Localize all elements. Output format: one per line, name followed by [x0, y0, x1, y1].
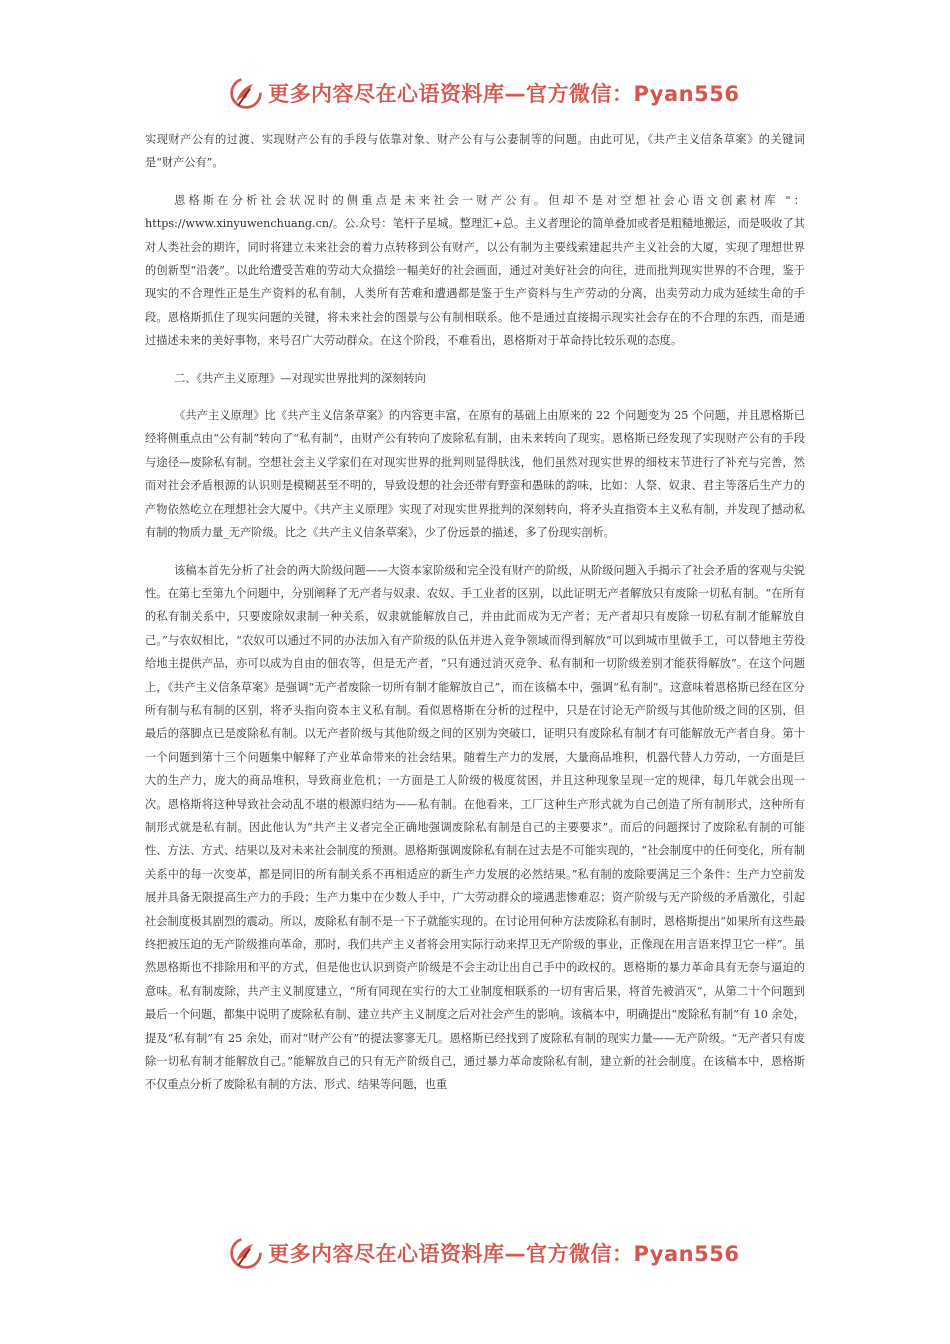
banner-text: 更多内容尽在心语资料库—官方微信：Pyan556: [268, 1242, 740, 1266]
header-banner: [228, 73, 748, 113]
brush-swirl-logo-icon: [228, 1235, 264, 1271]
section-heading: 二、《共产主义原理》—对现实世界批判的深刻转向: [174, 371, 426, 385]
paragraph: 实现财产公有的过渡、实现财产公有的手段与依靠对象、财产公有与公妻制等的问题。由此可见，《共产主义信条草案》的关键词是“财产公有”。: [145, 133, 805, 170]
footer-banner: [228, 1233, 748, 1273]
paragraph: 恩格斯在分析社会状况时的侧重点是未来社会一财产公有。但却不是对空想社会心语文创素材库 "：https://www.xinyuwenchuang.cn/。公.众号：笔杆子星城。整理汇+总。主义者理论的简单叠加或者是粗糙地搬运，而是吸收了其对人类社会的期许，同时将建立未来社会的着力点转移到公有财产，以公有制为主要线索建起共产主义社会的大厦，实现了理想世界的创新型“沿袭”。以此给遭受苦难的劳动大众描绘一幅美好的社会画面，通过对美好社会的向往，进而批判现实世界的不合理，鉴于现实的不合理性正是生产资料的私有制，人类所有苦难和遭遇都是鉴于生产资料与生产劳动的分离，出卖劳动力成为延续生命的手段。恩格斯抓住了现实问题的关键，将未来社会的图景与公有制相联系。他不是通过直接揭示现实社会存在的不合理的东西，而是通过描述未来的美好事物，来号召广大劳动群众。在这个阶段，不难看出，恩格斯对于革命持比较乐观的态度。: [145, 193, 805, 348]
brush-swirl-logo-icon: [228, 75, 264, 111]
banner-text: 更多内容尽在心语资料库—官方微信：Pyan556: [268, 82, 740, 106]
paragraph: 该稿本首先分析了社会的两大阶级问题——大资本家阶级和完全没有财产的阶级，从阶级问题入手揭示了社会矛盾的客观与尖锐性。在第七至第九个问题中，分别阐释了无产者与奴隶、农奴、手工业者的区别，以此证明无产者解放只有废除一切私有制。“在所有的私有制关系中，只要废除奴隶制一种关系，奴隶就能解放自己，并由此而成为无产者；无产者却只有废除一切私有制才能解放自己。”与农奴相比，“农奴可以通过不同的办法加入有产阶级的队伍并进入竞争领域而得到解放”可以到城市里做手工，可以替地主劳役给地主提供产品，亦可以成为自由的佃农等，但是无产者，“只有通过消灭竞争、私有制和一切阶级差别才能获得解放”。在这个问题上，《共产主义信条草案》是强调“无产者废除一切所有制才能解放自己”，而在该稿本中，强调“私有制”。这意味着恩格斯已经在区分所有制与私有制的区别，将矛头指向资本主义私有制。看似恩格斯在分析的过程中，只是在讨论无产阶级与其他阶级之间的区别，但最后的落脚点已是废除私有制。以无产者阶级与其他阶级之间的区别为突破口，证明只有废除私有制才有可能解放无产者自身。第十一个问题到第十三个问题集中解释了产业革命带来的社会结果。随着生产力的发展，大量商品堆积，机器代替人力劳动，一方面是巨大的生产力，庞大的商品堆积，导致商业危机；一方面是工人阶级的极度贫困，并且这种现象呈现一定的规律，每几年就会出现一次。恩格斯将这种导致社会动乱不堪的根源归结为——私有制。在他看来，工厂这种生产形式就为自己创造了所有制形式，这种所有制形式就是私有制。因此他认为“共产主义者完全正确地强调废除私有制是自己的主要要求”。而后的问题探讨了废除私有制的可能性、方法、方式、结果以及对未来社会制度的预测。恩格斯强调废除私有制在过去是不可能实现的，“社会制度中的任何变化，所有制关系中的每一次变革，都是同旧的所有制关系不再相适应的新生产力发展的必然结果。”私有制的废除要满足三个条件：生产力空前发展并具备无限提高生产力的手段；生产力集中在少数人手中，广大劳动群众的境遇悲惨难忍；资产阶级与无产阶级的矛盾激化，引起社会制度极其剧烈的震动。所以，废除私有制不是一下子就能实现的。在讨论用何种方法废除私有制时，恩格斯提出“如果所有这些最终把被压迫的无产阶级推向革命，那时，我们共产主义者将会用实际行动来捍卫无产阶级的事业，正像现在用言语来捍卫它一样”。虽然恩格斯也不排除用和平的方式，但是他也认识到资产阶级是不会主动让出自己手中的政权的。恩格斯的暴力革命具有无奈与逼迫的意味。私有制废除，共产主义制度建立，“所有同现在实行的大工业制度相联系的一切有害后果，将首先被消灭”，从第二十个问题到最后一个问题，都集中说明了废除私有制、建立共产主义制度之后对社会产生的影响。该稿本中，明确提出“废除私有制”有 10 余处，提及“私有制”有 25 余处，而对“财产公有”的提法寥寥无几。恩格斯已经找到了废除私有制的现实力量——无产阶级。“无产者只有废除一切私有制才能解放自己。”能解放自己的只有无产阶级自己，通过暴力革命废除私有制，建立新的社会制度。在该稿本中，恩格斯不仅重点分析了废除私有制的方法、形式、结果等问题，也重: [145, 563, 805, 1092]
document-body: [145, 128, 805, 1097]
paragraph: 《共产主义原理》比《共产主义信条草案》的内容更丰富，在原有的基础上由原来的 22 个问题变为 25 个问题，并且恩格斯已经将侧重点由“公有制”转向了“私有制”，由财产公有转向了废除私有制，由未来转向了现实。恩格斯已经发现了实现财产公有的手段与途径—废除私有制。空想社会主义学家们在对现实世界的批判则显得肤浅，他们虽然对现实世界的细枝末节进行了补充与完善，然而对社会矛盾根源的认识则是模糊甚至不明的，导致设想的社会还带有野蛮和愚昧的韵味，比如：人祭、奴隶、君主等落后生产力的产物依然屹立在理想社会大厦中。《共产主义原理》实现了对现实世界批判的深刻转向，将矛头直指资本主义私有制，并发现了撼动私有制的物质力量_无产阶级。比之《共产主义信条草案》，少了份远景的描述，多了份现实剖析。: [145, 409, 805, 540]
